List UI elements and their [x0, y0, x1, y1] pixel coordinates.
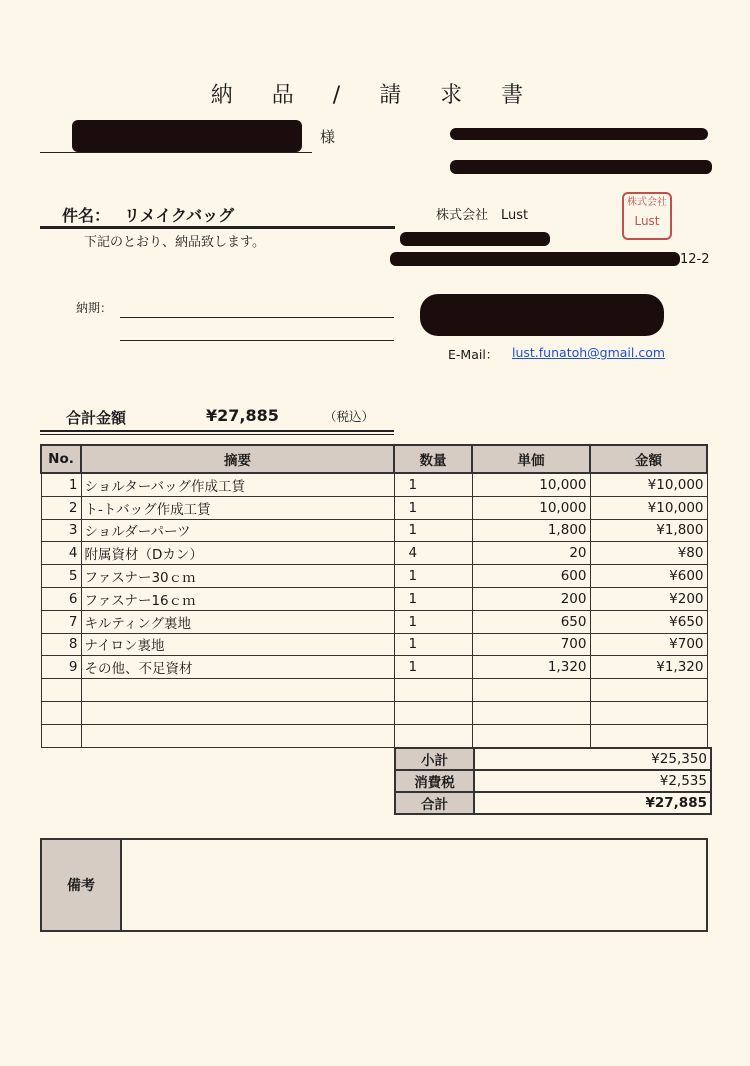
- cell-description: ショルダーパーツ: [81, 519, 394, 542]
- cell-quantity: 1: [394, 633, 472, 656]
- totals-table: [394, 747, 712, 815]
- cell-quantity: 1: [394, 496, 472, 519]
- table-row: [41, 473, 707, 496]
- cell-no: 8: [41, 633, 81, 656]
- remarks-box: [40, 838, 708, 932]
- table-row: [41, 519, 707, 542]
- grand-total-row: [395, 792, 711, 814]
- redacted-date: [450, 160, 712, 174]
- cell-no: [41, 701, 81, 724]
- cell-amount: ¥600: [590, 565, 707, 588]
- cell-description: ナイロン裏地: [81, 633, 394, 656]
- total-underline-1: [40, 430, 394, 432]
- cell-quantity: 1: [394, 473, 472, 496]
- cell-unit-price: 10,000: [472, 496, 590, 519]
- table-header-row: [41, 445, 707, 473]
- total-underline-2: [40, 434, 394, 435]
- tax-label: 消費税: [395, 770, 474, 792]
- total-amount-label: 合計金額: [66, 409, 127, 427]
- cell-no: 7: [41, 610, 81, 633]
- cell-amount: ¥650: [590, 610, 707, 633]
- email-link[interactable]: lust.funatoh@gmail.com: [512, 345, 666, 360]
- cell-amount: ¥10,000: [590, 496, 707, 519]
- header-quantity: 数量: [394, 445, 472, 473]
- cell-amount: ¥1,800: [590, 519, 707, 542]
- cell-amount: ¥80: [590, 542, 707, 565]
- cell-amount: ¥1,320: [590, 656, 707, 679]
- cell-quantity: 1: [394, 565, 472, 588]
- intro-text: 下記のとおり、納品致します。: [84, 235, 265, 250]
- cell-unit-price: 1,320: [472, 656, 590, 679]
- cell-description: [81, 701, 394, 724]
- tax-value: ¥2,535: [474, 770, 711, 792]
- cell-quantity: 1: [394, 610, 472, 633]
- cell-quantity: [394, 724, 472, 747]
- cell-no: 9: [41, 656, 81, 679]
- remarks-content[interactable]: [122, 840, 706, 930]
- redacted-recipient: [72, 120, 302, 152]
- grand-total-value: ¥27,885: [474, 792, 711, 814]
- delivery-line-1: [120, 317, 394, 318]
- items-table: [40, 444, 708, 748]
- cell-amount: ¥10,000: [590, 473, 707, 496]
- company-seal: [622, 192, 672, 240]
- subject-label: 件名：: [62, 206, 111, 225]
- cell-quantity: 4: [394, 542, 472, 565]
- cell-unit-price: 20: [472, 542, 590, 565]
- header-unit-price: 単価: [472, 445, 590, 473]
- grand-total-label: 合計: [395, 792, 474, 814]
- cell-description: ファスナー16ｃｍ: [81, 587, 394, 610]
- company-name: 株式会社 Lust: [436, 208, 529, 223]
- table-row: [41, 610, 707, 633]
- table-row: [41, 656, 707, 679]
- cell-no: 4: [41, 542, 81, 565]
- cell-amount: [590, 701, 707, 724]
- cell-unit-price: [472, 679, 590, 702]
- cell-unit-price: [472, 701, 590, 724]
- cell-no: 6: [41, 587, 81, 610]
- document-title: 納 品 / 請 求 書: [210, 83, 540, 108]
- cell-unit-price: 200: [472, 587, 590, 610]
- table-row: [41, 701, 707, 724]
- cell-amount: [590, 724, 707, 747]
- header-no: No.: [41, 445, 81, 473]
- table-row: [41, 496, 707, 519]
- cell-description: ファスナー30ｃｍ: [81, 565, 394, 588]
- cell-unit-price: 700: [472, 633, 590, 656]
- recipient-underline: [40, 152, 312, 153]
- total-amount-value: ¥27,885: [206, 406, 279, 425]
- redacted-phone-fax: [420, 294, 664, 336]
- subtotal-label: 小計: [395, 748, 474, 770]
- redacted-invoice-number: [450, 128, 708, 140]
- table-row: [41, 679, 707, 702]
- cell-no: 2: [41, 496, 81, 519]
- seal-line1: 株式会社: [627, 197, 667, 208]
- delivery-line-2: [120, 340, 394, 341]
- subject-underline: [40, 226, 395, 229]
- remarks-label: 備考: [42, 840, 122, 930]
- cell-quantity: [394, 701, 472, 724]
- cell-no: [41, 679, 81, 702]
- cell-quantity: [394, 679, 472, 702]
- cell-no: [41, 724, 81, 747]
- cell-quantity: 1: [394, 519, 472, 542]
- redacted-address: [390, 252, 680, 266]
- address-tail: 12-2: [680, 252, 710, 267]
- cell-description: [81, 679, 394, 702]
- cell-no: 3: [41, 519, 81, 542]
- table-row: [41, 542, 707, 565]
- cell-description: キルティング裏地: [81, 610, 394, 633]
- subject-value: リメイクバッグ: [124, 206, 235, 225]
- cell-description: ショルターバッグ作成工賃: [81, 473, 394, 496]
- cell-description: [81, 724, 394, 747]
- cell-unit-price: 650: [472, 610, 590, 633]
- cell-amount: ¥200: [590, 587, 707, 610]
- seal-line2: Lust: [634, 214, 660, 228]
- redacted-postal: [400, 232, 550, 246]
- cell-no: 1: [41, 473, 81, 496]
- table-row: [41, 587, 707, 610]
- cell-unit-price: 1,800: [472, 519, 590, 542]
- email-label: E-Mail：: [448, 347, 499, 362]
- cell-unit-price: 10,000: [472, 473, 590, 496]
- table-row: [41, 633, 707, 656]
- header-amount: 金額: [590, 445, 707, 473]
- subtotal-row: [395, 748, 711, 770]
- cell-unit-price: [472, 724, 590, 747]
- cell-description: 附属資材（Dカン）: [81, 542, 394, 565]
- table-row: [41, 565, 707, 588]
- cell-no: 5: [41, 565, 81, 588]
- table-row: [41, 724, 707, 747]
- cell-quantity: 1: [394, 587, 472, 610]
- cell-amount: ¥700: [590, 633, 707, 656]
- cell-unit-price: 600: [472, 565, 590, 588]
- cell-description: その他、不足資材: [81, 656, 394, 679]
- delivery-label: 納期：: [76, 301, 113, 315]
- subtotal-value: ¥25,350: [474, 748, 711, 770]
- cell-amount: [590, 679, 707, 702]
- recipient-honorific: 様: [320, 128, 336, 146]
- cell-description: ト-トバッグ作成工賃: [81, 496, 394, 519]
- cell-quantity: 1: [394, 656, 472, 679]
- tax-included-note: （税込）: [324, 409, 375, 424]
- header-description: 摘要: [81, 445, 394, 473]
- tax-row: [395, 770, 711, 792]
